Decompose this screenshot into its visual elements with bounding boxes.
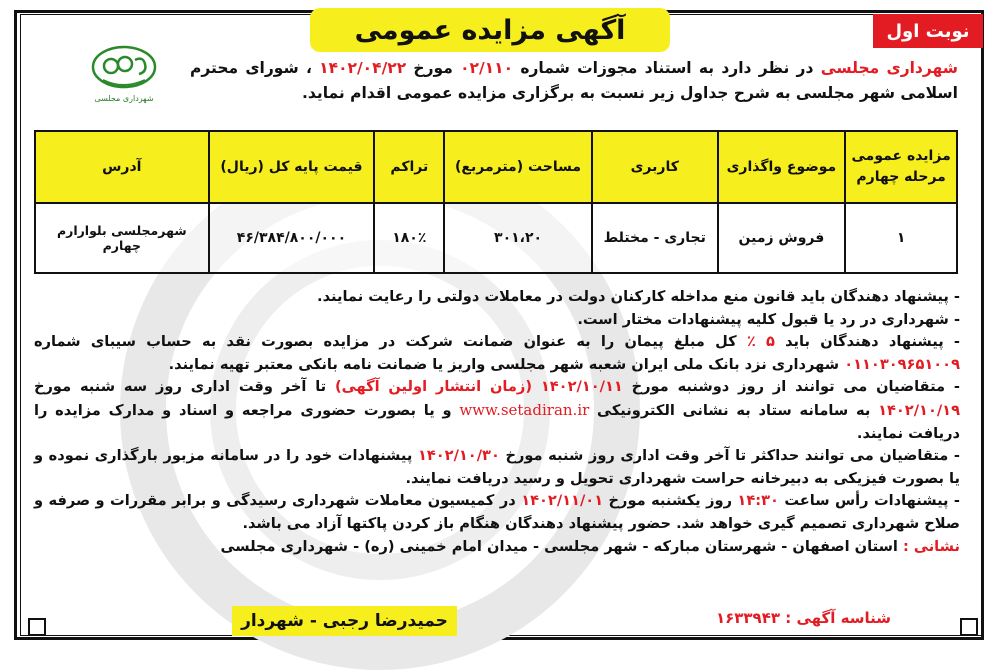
condition-text: در کمیسیون معاملات شهرداری رسیدگی و برابر مقررات و صرفه و صلاح شهرداری تصمیم گیری خواهد شد. حضور پیشنهاد دهندگان هنگام باز کردن پاکتها آزاد می باشد. xyxy=(34,492,960,532)
condition-text: به سامانه ستاد به نشانی الکترونیکی xyxy=(589,401,879,419)
condition-item xyxy=(34,490,960,535)
org-name: شهرداری مجلسی xyxy=(820,59,959,77)
logo-icon xyxy=(89,40,159,96)
condition-text: تا آخر وقت اداری روز سه شنبه مورخ xyxy=(34,378,336,396)
condition-item xyxy=(34,445,960,490)
col-base-price: قیمت پایه کل (ریال) xyxy=(209,131,375,203)
col-stage: مزایده عمومی مرحله چهارم xyxy=(845,131,957,203)
condition-text: - پیشنهادات رأس ساعت xyxy=(778,492,960,510)
conditions-list xyxy=(34,286,960,558)
corner-mark xyxy=(28,618,46,636)
account-number: ۰۱۱۰۳۰۹۶۵۱۰۰۹ xyxy=(844,355,960,373)
table-header-row xyxy=(35,131,957,203)
cell-index: ۱ xyxy=(845,203,957,273)
condition-text: پیشنهادات خود را در سامانه مزبور بارگذاری نموده و یا بصورت فیزیکی به دبیرخانه حراست شهرداری تحویل و رسید دریافت نمایند. xyxy=(34,447,960,487)
intro-text: ، شورای محترم اسلامی شهر مجلسی به شرح جداول زیر نسبت به برگزاری مزایده عمومی اقدام نماید. xyxy=(190,59,958,102)
condition-text: و یا بصورت حضوری مراجعه و اسناد و مدارک مزایده را دریافت نمایند. xyxy=(34,401,960,442)
intro-text: مورخ xyxy=(406,59,461,77)
address-text: استان اصفهان - شهرستان مبارکه - شهر مجلسی - میدان امام خمینی (ره) - شهرداری مجلسی xyxy=(220,537,904,555)
cell-address: شهرمجلسی بلوارارم چهارم xyxy=(35,203,209,273)
condition-text: - پیشنهاد دهندگان باید xyxy=(774,333,960,351)
permit-date: ۱۴۰۲/۰۴/۲۲ xyxy=(319,59,407,77)
logo-caption: شهرداری مجلسی xyxy=(94,94,154,103)
notice-title: آگهی مزایده عمومی xyxy=(310,8,670,52)
address-line xyxy=(34,536,960,559)
condition-text: - متقاضیان می توانند حداکثر تا آخر وقت اداری روز شنبه مورخ xyxy=(499,447,960,465)
opening-date: ۱۴۰۲/۱۱/۰۱ xyxy=(521,492,604,510)
corner-mark xyxy=(960,618,978,636)
cell-area: ۳۰۱،۲۰ xyxy=(444,203,592,273)
condition-item xyxy=(34,331,960,376)
col-subject: موضوع واگذاری xyxy=(718,131,846,203)
col-density: تراکم xyxy=(374,131,444,203)
table-row xyxy=(35,203,957,273)
signer-box: حمیدرضا رجبی - شهردار xyxy=(232,606,457,636)
ad-id xyxy=(716,609,891,627)
condition-text: روز یکشنبه مورخ xyxy=(603,492,738,510)
cell-usage: تجاری - مختلط xyxy=(592,203,718,273)
auction-table xyxy=(34,130,958,274)
deadline-date: ۱۴۰۲/۱۰/۳۰ xyxy=(417,447,500,465)
col-usage: کاربری xyxy=(592,131,718,203)
cell-density: ۱۸۰٪ xyxy=(374,203,444,273)
col-address: آدرس xyxy=(35,131,209,203)
ad-id-value: ۱۶۳۳۹۴۳ xyxy=(715,609,781,627)
round-badge: نوبت اول xyxy=(873,14,983,48)
municipality-logo xyxy=(84,40,164,112)
publish-note: (زمان انتشار اولین آگهی) xyxy=(335,378,541,396)
cell-subject: فروش زمین xyxy=(718,203,846,273)
condition-text: شهرداری نزد بانک ملی ایران شعبه شهر مجلسی واریز یا ضمانت نامه بانکی معتبر تهیه نمایند. xyxy=(168,355,845,373)
start-date: ۱۴۰۲/۱۰/۱۱ xyxy=(540,378,623,396)
condition-item: - شهرداری در رد یا قبول کلیه پیشنهادات مختار است. xyxy=(577,310,960,328)
intro-text: در نظر دارد به استناد مجوزات شماره xyxy=(513,59,821,77)
ad-id-label: شناسه آگهی : xyxy=(780,609,891,627)
opening-time: ۱۴:۳۰ xyxy=(737,492,779,510)
cell-base-price: ۴۶/۳۸۴/۸۰۰/۰۰۰ xyxy=(209,203,375,273)
permit-number: ۰۲/۱۱۰ xyxy=(460,59,514,77)
guarantee-percent: ۵ ٪ xyxy=(746,333,775,351)
setad-website-link[interactable]: www.setadiran.ir xyxy=(459,400,590,419)
end-date: ۱۴۰۲/۱۰/۱۹ xyxy=(878,401,960,419)
condition-text: - متقاضیان می توانند از روز دوشنبه مورخ xyxy=(622,378,960,396)
intro-paragraph xyxy=(190,56,958,106)
condition-item: - پیشنهاد دهندگان باید قانون منع مداخله کارکنان دولت در معاملات دولتی را رعایت نمایند. xyxy=(317,288,960,305)
condition-text: کل مبلغ پیمان را به عنوان ضمانت شرکت در مزایده بصورت نقد به حساب سیبای شماره xyxy=(34,333,747,351)
condition-item xyxy=(34,376,960,445)
col-area: مساحت (مترمربع) xyxy=(444,131,592,203)
address-label: نشانی : xyxy=(903,537,960,555)
